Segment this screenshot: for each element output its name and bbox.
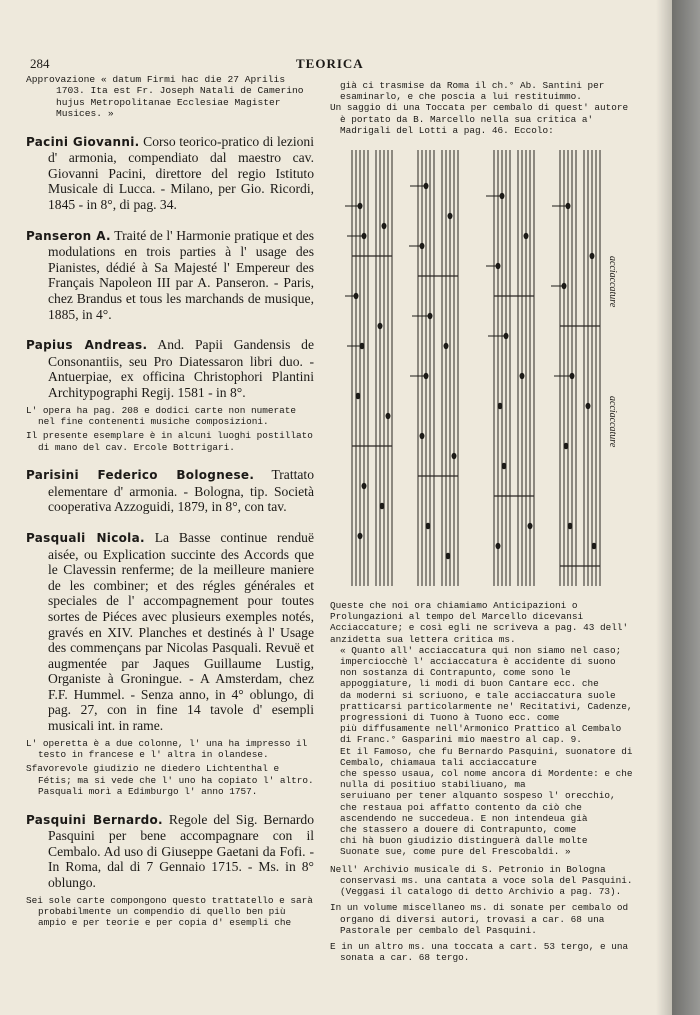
entry-name: Pasquini Bernardo. bbox=[26, 812, 163, 827]
acciaccatura-labels bbox=[607, 256, 618, 448]
footnote: Sfavorevole giudizio ne diedero Lichtenthal e Fétis; ma si vede che l' uno ha copiato l' altro. Pasquali morì a Edimburgo l' anno 1757. bbox=[26, 763, 314, 798]
entry-name: Pasquali Nicola. bbox=[26, 530, 145, 545]
footnote: L' opera ha pag. 208 e dodici carte non numerate nel fine contenenti musiche composizioni. bbox=[26, 404, 297, 427]
quote-line: seruiuano per tener alquanto sospeso l' orecchio, che restaua poi affatto contento da ciò che bbox=[340, 790, 616, 813]
entry-name: Papius Andreas. bbox=[26, 338, 148, 353]
entry-pasquali bbox=[26, 530, 314, 734]
entry-pasquini bbox=[26, 812, 314, 891]
entry-text: Regole del Sig. Bernardo Pasquini per bene accompagnare con il Cembalo. Ad uso di Giuseppe Gaetani da Fofi. - In Roma, dal di 7 Gennaio 1715. - Ms. in 8° oblungo. bbox=[48, 811, 314, 891]
quote-line: che spesso usaua, col nome ancora di Mordente: e che nulla di positiuo stabiliuano, ma bbox=[340, 768, 633, 791]
footnote: Il presente esemplare è in alcuni luoghi postillato di mano del cav. Ercole Bottrigari. bbox=[26, 430, 313, 453]
entry-name: Panseron A. bbox=[26, 228, 111, 243]
paragraph: Queste che noi ora chiamiamo Anticipazioni o Prolungazioni al tempo del Marcello dicevansi Acciaccature; e così egli ne scriveva a pag. 43 dell' anzidetta sua lettera critica ms. bbox=[330, 600, 629, 645]
approvazione-note: Approvazione « datum Firmi hac die 27 Aprilis 1703. Ita est Fr. Joseph Natali de Camerino hujus Metropolitanae Ecclesiae Magister Musices. » bbox=[26, 74, 304, 120]
entry-text: Traité de l' Harmonie pratique et des modulations en trois parties à l' usage des Pianistes, dédié à Sa Majesté l' Empereur des Français Napoleon III par A. Panseron. - Paris, chez Brandus et tous les marchands de musique, 1885, in 4°. bbox=[48, 227, 314, 322]
quote-line: che stassero a douere di Contrapunto, come bbox=[340, 824, 577, 836]
note: E in un altro ms. una toccata a cart. 53 tergo, e una sonata a car. 68 tergo. bbox=[330, 940, 629, 964]
page-gutter-shadow bbox=[656, 0, 672, 1015]
toccata-music-example bbox=[342, 146, 618, 590]
note: In un volume miscellaneo ms. di sonate per cembalo od organo di diversi autori, trovasi a car. 68 una Pastorale per cembalo del Pasquini. bbox=[330, 902, 629, 936]
entry-text: Corso teorico-pratico di lezioni d' armonia, compendiato dal maestro cav. Giovanni Pacini, direttore del regio Istituto Musicale di Lucca. - Milano, per Gio. Ricordi, 1845 - in 8°, di pag. 34. bbox=[48, 133, 314, 212]
quote-line: Suonate sue, come pure del Frescobaldi. » bbox=[340, 846, 571, 858]
entry-parisini bbox=[26, 467, 314, 515]
quote-line: pratticarsi particolarmente ne' Recitativi, Cadenze, progressioni di Tuono à Tuono ecc. come bbox=[340, 700, 633, 724]
bar-lines bbox=[352, 256, 600, 566]
quote-line: « Quanto all' acciaccatura qui non siamo nel caso; imperciocchè l' acciaccatura è accidente di suono bbox=[340, 644, 622, 668]
paragraph: Un saggio di una Toccata per cembalo di quest' autore è portato da B. Marcello nella sua critica a' Madrigali del Lotti a pag. 46. Eccolo: bbox=[330, 102, 629, 136]
footnote: L' operetta è a due colonne, l' una ha impresso il testo in francese e l' altra in olandese. bbox=[26, 737, 308, 761]
entry-papius bbox=[26, 337, 314, 400]
quote-line: più diffusamente nell'Armonico Prattico al Cembalo di Franc.° Gasparini mio maestro al cap. 9. bbox=[340, 723, 622, 746]
staff-lines bbox=[352, 150, 600, 586]
entry-text: Trattato elementare d' armonia. - Bologna, tip. Società cooperativa Azzoguidi, 1879, in 8°, con tav. bbox=[48, 467, 314, 515]
paragraph: già ci trasmise da Roma il ch.° Ab. Santini per esaminarlo, e che poscia a lui restituimmo. bbox=[340, 80, 605, 103]
quote-line: ascendendo ne succedeua. E non intendeua già bbox=[340, 812, 588, 824]
page-number: 284 bbox=[30, 56, 50, 71]
right-column bbox=[330, 80, 635, 963]
entry-panseron bbox=[26, 228, 314, 323]
entry-text: La Basse continue renduë aisée, ou Explication succinte des Accords que le Clavessin renferme; de la meilleure maniere de les combiner; et des régles générales et speciales de l' accompagnement pour toutes sortes de Piéces avec plusieurs exemples notés, gravés en XIV. Planches et destinés à l' Usage des commençans par Nicolas Pasquali. Revuë et augmentée par Jaques Guillaume Lustig, Organiste à Groningue. - A Amsterdam, chez F.F. Hummel. - Senza anno, in 4° oblungo, di pag. 27, con in fine 14 tavole d' esempli musicali int. in rame. bbox=[48, 529, 314, 734]
entry-pacini bbox=[26, 134, 314, 213]
book-edge bbox=[672, 0, 700, 1015]
entry-name: Parisini Federico Bolognese. bbox=[26, 468, 255, 483]
left-column bbox=[26, 74, 314, 932]
quote-line: Et il Famoso, che fu Bernardo Pasquini, suonatore di Cembalo, chiamaua tali acciaccature bbox=[340, 745, 633, 768]
entry-text: And. Papii Gandensis de Consonantiis, seu Pro Diatessaron libri duo. - Antuerpiae, ex officina Christophori Plantini Architypographi Regij. 1581 - in 8°. bbox=[48, 337, 314, 400]
footnote: Sei sole carte compongono questo trattatello e sarà probabilmente un compendio di quello ben più ampio e per teorie e per copia d' esempli che bbox=[26, 894, 313, 929]
acciaccatura-label: acciaccature bbox=[607, 256, 618, 308]
entry-name: Pacini Giovanni. bbox=[26, 134, 140, 149]
quote-line: da moderni si scriuono, e tale acciaccatura suole bbox=[340, 689, 616, 701]
quote-line: chi hà buon giudizio distinguerà dalle molte bbox=[340, 835, 588, 847]
running-title: TEORICA bbox=[296, 56, 364, 71]
acciaccatura-label: acciaccature bbox=[607, 396, 618, 448]
note: Nell' Archivio musicale di S. Petronio in Bologna conservasi ms. una cantata a voce sola del Pasquini. (Veggasi il catalogo di detto Archivio a pag. 73). bbox=[330, 863, 633, 898]
quote-line: non sostanza di Contrapunto, come sono le appoggiature, li modi di buon Cantare ecc. che bbox=[340, 667, 599, 690]
